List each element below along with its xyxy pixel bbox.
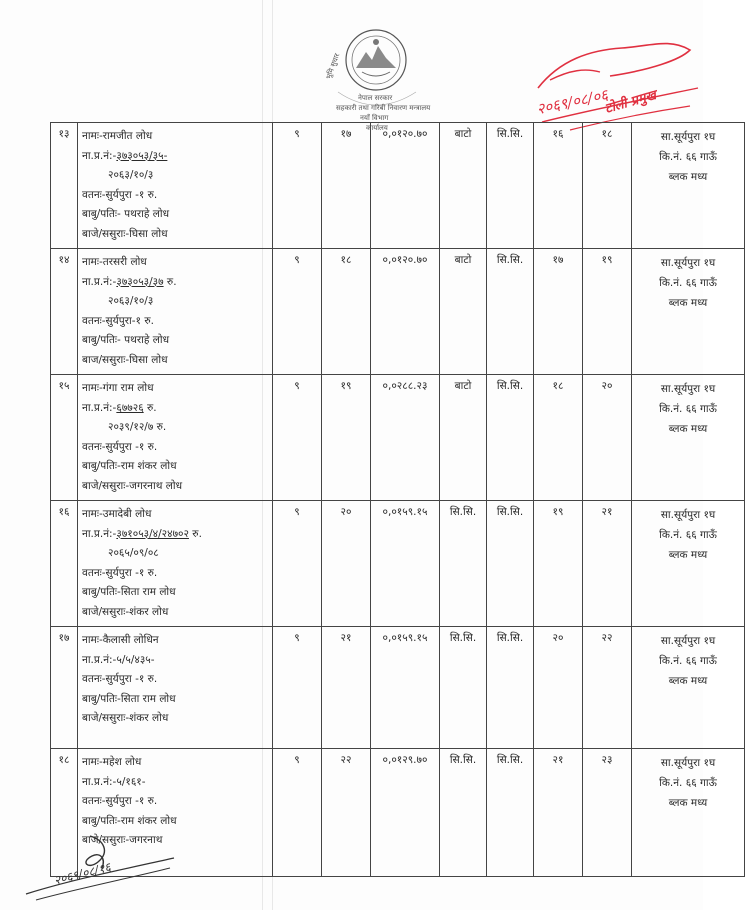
owner-address: वतनः-सुर्यपुरा -१ रु. [82,440,158,453]
land-type-2: सि.सि. [487,749,534,877]
land-type-1: सि.सि. [440,501,487,627]
land-type-2: सि.सि. [487,627,534,749]
signature-date: २०६९/०८/१६ [52,859,113,888]
adjacent-plot-1: १६ [534,123,583,249]
owner-details [78,375,273,501]
boundary-line: सा.सूर्यपुरा १घ [660,383,716,395]
owner-name: नामः-उमादेबी लोध [82,508,152,520]
boundary-description [632,123,745,249]
owner-name: नामः-गंगा राम लोध [82,382,154,394]
owner-details [78,123,273,249]
map-sheet-number: ९ [273,627,322,749]
citizenship-line: ना.प्र.नं:-३७१०५३/४/२४७०२ रु. [82,527,202,540]
land-type-1: बाटो [440,375,487,501]
owner-details [78,627,273,749]
owner-father: बाबु/पतिः- पथराहे लोध [82,334,170,346]
citizenship-number: ३७३०५३/३७ [116,275,164,288]
owner-grandfather: बाजे/ससुराः-जगरनाथ लोध [82,479,183,492]
citizenship-date: २०६३/१०/३ [108,169,154,181]
owner-father: बाबु/पतिः-राम शंकर लोध [82,814,177,827]
citizenship-line: ना.प्र.नं:-५/१६१- [82,775,146,788]
boundary-description [632,375,745,501]
boundary-line: ब्लक मध्य [668,675,708,687]
boundary-description [632,501,745,627]
plot-area: ०,०१२९.७० [371,749,440,877]
owner-name: नामः-कैलासी लोधिन [82,634,159,646]
plot-number: २२ [322,749,371,877]
owner-grandfather: बाजे/ससुराः-घिसा लोध [82,227,168,240]
boundary-line: ब्लक मध्य [668,549,708,561]
table-row [51,627,745,749]
owner-father: बाबु/पतिः- पथराहे लोध [82,208,170,220]
boundary-line: सा.सूर्यपुरा १घ [660,635,716,647]
adjacent-plot-1: १९ [534,501,583,627]
table-row [51,249,745,375]
citizenship-number: ३७३०५३/३५- [116,149,168,162]
plot-area: ०,०२८८.२३ [371,375,440,501]
boundary-line: सा.सूर्यपुरा १घ [660,509,716,521]
land-records-table [50,122,745,877]
citizenship-line: ना.प्र.नं:-५/५/४३५- [82,653,155,666]
adjacent-plot-2: २२ [583,627,632,749]
owner-details [78,501,273,627]
boundary-line: कि.नं. ६६ गाऊँ [659,777,717,789]
plot-area: ०,०१५९.१५ [371,627,440,749]
owner-grandfather: बाजे/ससुराः-शंकर लोध [82,605,169,618]
boundary-line: ब्लक मध्य [668,171,708,183]
table-body [51,123,745,877]
table-row [51,375,745,501]
owner-name: नामः-रामजीत लोध [82,130,153,142]
citizenship-line: ना.प्र.नं:-६७७२६ रु. [82,401,157,414]
owner-address: वतनः-सुर्यपुरा -१ रु. [82,566,158,579]
citizenship-number: ५/१६१- [116,775,146,788]
plot-number: १८ [322,249,371,375]
owner-grandfather: बाज/ससुराः-घिसा लोध [82,353,168,366]
boundary-line: कि.नं. ६६ गाऊँ [659,151,717,163]
government-seal [318,22,438,134]
owner-address: वतनः-सुर्यपुरा-१ रु. [82,314,154,327]
land-type-2: सि.सि. [487,249,534,375]
boundary-line: ब्लक मध्य [668,423,708,435]
adjacent-plot-2: २० [583,375,632,501]
land-type-1: बाटो [440,123,487,249]
owner-father: बाबु/पतिः-सिता राम लोध [82,692,176,705]
boundary-description [632,749,745,877]
citizenship-line: ना.प्र.नं:-३७३०५३/३५- [82,149,168,162]
adjacent-plot-1: १७ [534,249,583,375]
owner-father: बाबु/पतिः-सिता राम लोध [82,586,176,598]
serial-number: १५ [51,375,78,501]
table-row [51,501,745,627]
boundary-line: सा.सूर्यपुरा १घ [660,131,716,143]
adjacent-plot-2: २३ [583,749,632,877]
map-sheet-number: ९ [273,749,322,877]
land-type-1: सि.सि. [440,749,487,877]
owner-father: बाबु/पतिः-राम शंकर लोध [82,460,177,472]
owner-details [78,249,273,375]
adjacent-plot-2: १८ [583,123,632,249]
plot-area: ०,०१५९.१५ [371,501,440,627]
plot-number: २० [322,501,371,627]
boundary-description [632,627,745,749]
boundary-line: सा.सूर्यपुरा १घ [660,757,716,769]
owner-grandfather: बाजे/ससुराः-जगरनाथ [82,834,163,846]
plot-number: १९ [322,375,371,501]
seal-text-line: कार्यालय [366,124,388,132]
map-sheet-number: ९ [273,123,322,249]
owner-address: वतनः-सुर्यपुरा -१ रु. [82,673,158,685]
adjacent-plot-2: १९ [583,249,632,375]
land-type-2: सि.सि. [487,501,534,627]
seal-text-line: नयाँ विभाग [360,114,389,122]
citizenship-number: ३७१०५३/४/२४७०२ [116,527,189,540]
seal-text-line: नेपाल सरकार [358,94,393,102]
owner-grandfather: बाजे/ससुराः-शंकर लोध [82,712,169,724]
footer-signature [20,832,180,902]
boundary-line: कि.नं. ६६ गाऊँ [659,403,717,415]
citizenship-date: २०६५/०९/०८ [108,547,159,559]
map-sheet-number: ९ [273,501,322,627]
serial-number: १७ [51,627,78,749]
boundary-line: कि.नं. ६६ गाऊँ [659,655,717,667]
plot-area: ०,०१२०.७० [371,123,440,249]
owner-name: नामः-महेश लोध [82,756,142,768]
boundary-line: ब्लक मध्य [668,797,708,809]
map-sheet-number: ९ [273,375,322,501]
plot-number: २१ [322,627,371,749]
serial-number: १६ [51,501,78,627]
citizenship-number: ६७७२६ [116,401,144,414]
citizenship-date: २०३९/१२/७ रु. [108,421,167,433]
boundary-line: ब्लक मध्य [668,297,708,309]
land-type-2: सि.सि. [487,375,534,501]
stamp-label: टोली प्रमुख [603,88,658,117]
land-type-2: सि.सि. [487,123,534,249]
serial-number: १८ [51,749,78,877]
serial-number: १३ [51,123,78,249]
citizenship-line: ना.प्र.नं:-३७३०५३/३७ रु. [82,275,177,288]
citizenship-number: ५/५/४३५- [116,653,155,666]
adjacent-plot-1: १८ [534,375,583,501]
owner-address: वतनः-सुर्यपुरा -१ रु. [82,795,158,807]
citizenship-date: २०६३/१०/३ [108,295,154,307]
boundary-line: कि.नं. ६६ गाऊँ [659,277,717,289]
owner-name: नामः-तरसरी लोध [82,256,147,268]
adjacent-plot-2: २१ [583,501,632,627]
stamp-date: २०६९/०८/०६ [534,85,610,119]
adjacent-plot-1: २१ [534,749,583,877]
plot-number: १७ [322,123,371,249]
seal-text-line: भूमि सुधार [324,52,342,81]
plot-area: ०,०१२०.७० [371,249,440,375]
seal-text-line: सहकारी तथा गरिबी निवारण मन्त्रालय [336,104,431,112]
serial-number: १४ [51,249,78,375]
boundary-line: कि.नं. ६६ गाऊँ [659,529,717,541]
adjacent-plot-1: २० [534,627,583,749]
owner-address: वतनः-सुर्यपुरा -१ रु. [82,188,158,201]
land-type-1: सि.सि. [440,627,487,749]
table-row [51,123,745,249]
boundary-description [632,249,745,375]
land-type-1: बाटो [440,249,487,375]
map-sheet-number: ९ [273,249,322,375]
boundary-line: सा.सूर्यपुरा १घ [660,257,716,269]
